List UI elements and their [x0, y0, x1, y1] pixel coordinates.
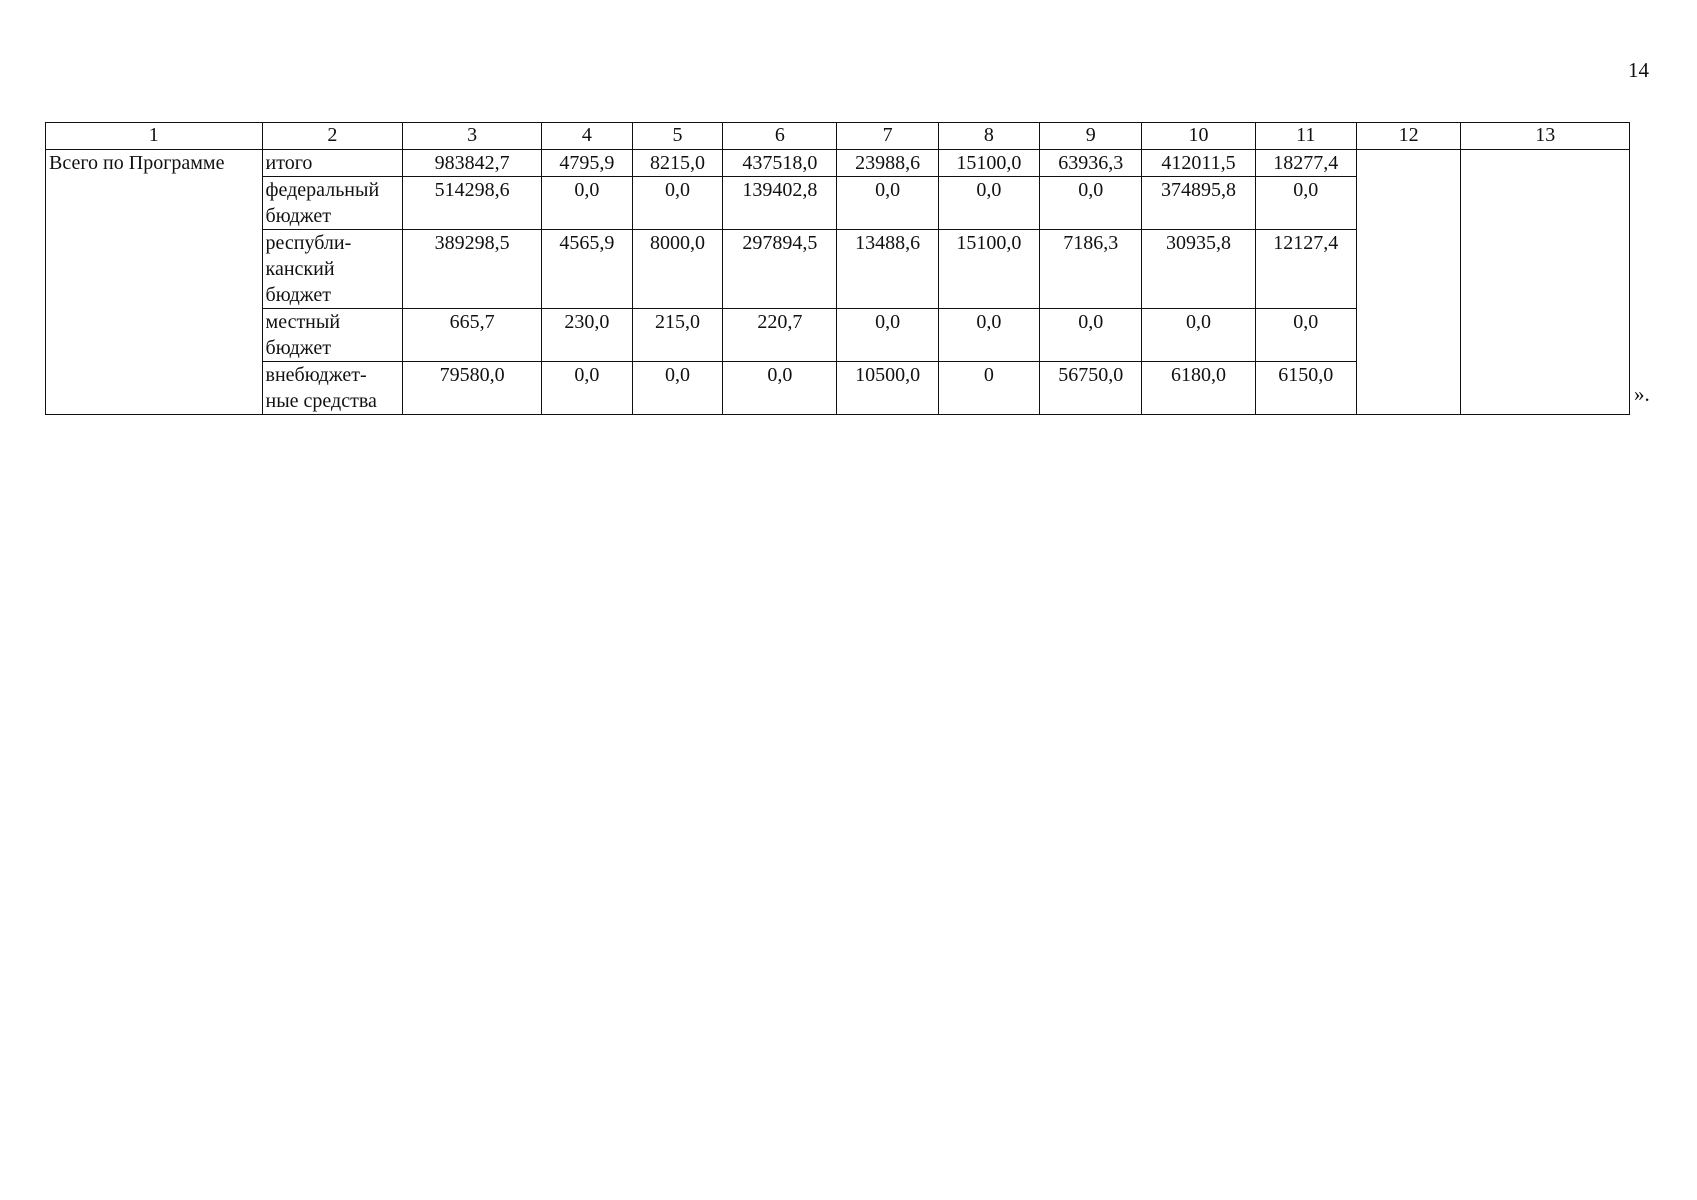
column-number-header: 7 [837, 123, 938, 150]
column-number-header: 4 [541, 123, 632, 150]
table-cell: 0,0 [632, 177, 723, 230]
funding-source-label: итого [262, 150, 403, 177]
table-cell: 0,0 [1255, 177, 1356, 230]
table-cell: 412011,5 [1142, 150, 1255, 177]
column-number-header: 8 [938, 123, 1039, 150]
table-cell: 514298,6 [403, 177, 542, 230]
column-number-header: 9 [1040, 123, 1142, 150]
column-number-header: 3 [403, 123, 542, 150]
table-cell: 18277,4 [1255, 150, 1356, 177]
closing-quote-mark: ». [1634, 382, 1650, 406]
column-number-header: 6 [723, 123, 837, 150]
table-cell: 15100,0 [938, 230, 1039, 309]
table-cell: 139402,8 [723, 177, 837, 230]
table-cell: 220,7 [723, 309, 837, 362]
table-cell: 56750,0 [1040, 362, 1142, 415]
table-cell: 437518,0 [723, 150, 837, 177]
table-cell: 10500,0 [837, 362, 938, 415]
table-cell: 0,0 [837, 309, 938, 362]
funding-source-label: местный бюджет [262, 309, 403, 362]
column-number-header: 1 [46, 123, 263, 150]
column-number-header: 2 [262, 123, 403, 150]
table-row [46, 150, 1630, 177]
empty-cell-column-13 [1461, 150, 1630, 415]
budget-table-container [45, 122, 1630, 415]
table-cell: 8000,0 [632, 230, 723, 309]
table-cell: 983842,7 [403, 150, 542, 177]
table-cell: 0,0 [837, 177, 938, 230]
table-cell: 0,0 [1142, 309, 1255, 362]
column-number-header: 12 [1356, 123, 1461, 150]
table-cell: 63936,3 [1040, 150, 1142, 177]
funding-source-label: федеральный бюджет [262, 177, 403, 230]
funding-source-label: республи- канский бюджет [262, 230, 403, 309]
funding-source-label: внебюджет- ные средства [262, 362, 403, 415]
table-cell: 389298,5 [403, 230, 542, 309]
table-cell: 0,0 [938, 309, 1039, 362]
table-cell: 4795,9 [541, 150, 632, 177]
table-cell: 297894,5 [723, 230, 837, 309]
column-number-header: 13 [1461, 123, 1630, 150]
table-cell: 79580,0 [403, 362, 542, 415]
table-cell: 0,0 [938, 177, 1039, 230]
table-cell: 30935,8 [1142, 230, 1255, 309]
page-number: 14 [1628, 58, 1649, 82]
column-number-header: 10 [1142, 123, 1255, 150]
table-cell: 6180,0 [1142, 362, 1255, 415]
table-header-row [46, 123, 1630, 150]
table-cell: 8215,0 [632, 150, 723, 177]
table-cell: 6150,0 [1255, 362, 1356, 415]
table-cell: 23988,6 [837, 150, 938, 177]
table-cell: 0,0 [632, 362, 723, 415]
table-cell: 0,0 [1040, 309, 1142, 362]
table-cell: 0 [938, 362, 1039, 415]
table-cell: 0,0 [1255, 309, 1356, 362]
table-cell: 0,0 [1040, 177, 1142, 230]
table-cell: 0,0 [541, 177, 632, 230]
budget-table [45, 122, 1630, 415]
table-cell: 215,0 [632, 309, 723, 362]
table-cell: 0,0 [541, 362, 632, 415]
column-number-header: 11 [1255, 123, 1356, 150]
table-cell: 374895,8 [1142, 177, 1255, 230]
table-cell: 13488,6 [837, 230, 938, 309]
column-number-header: 5 [632, 123, 723, 150]
table-cell: 230,0 [541, 309, 632, 362]
table-cell: 4565,9 [541, 230, 632, 309]
empty-cell-column-12 [1356, 150, 1461, 415]
table-cell: 12127,4 [1255, 230, 1356, 309]
table-cell: 7186,3 [1040, 230, 1142, 309]
table-cell: 665,7 [403, 309, 542, 362]
program-total-label: Всего по Программе [46, 150, 263, 415]
table-cell: 15100,0 [938, 150, 1039, 177]
table-cell: 0,0 [723, 362, 837, 415]
